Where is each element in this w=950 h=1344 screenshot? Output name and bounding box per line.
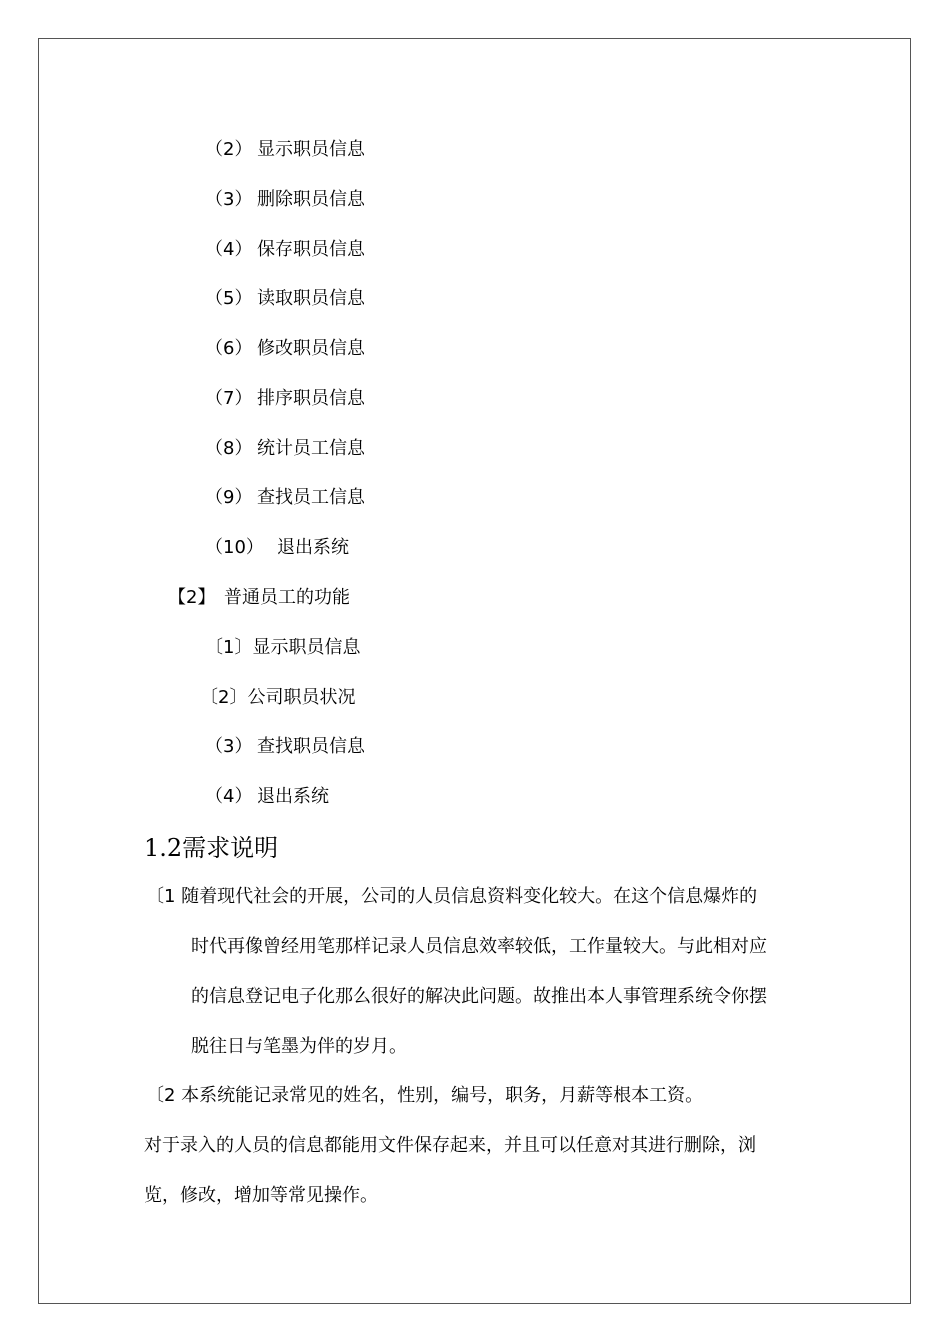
list-item: （4） 保存职员信息 (205, 239, 365, 260)
list-item: （10） 退出系统 (205, 537, 349, 558)
list-item: （4） 退出系统 (205, 786, 329, 807)
paragraph-line: 览，修改，增加等常见操作。 (144, 1185, 378, 1206)
list-item: 〔1〕显示职员信息 (205, 637, 361, 658)
list-item: （9） 查找员工信息 (205, 487, 365, 508)
list-item: （6） 修改职员信息 (205, 338, 365, 359)
list-item: 〔2〕公司职员状况 (200, 687, 356, 708)
paragraph-line: 的信息登记电子化那么很好的解决此问题。故推出本人事管理系统令你摆 (191, 986, 767, 1007)
list-item: （3） 查找职员信息 (205, 736, 365, 757)
list-item: （7） 排序职员信息 (205, 388, 365, 409)
paragraph-line: 时代再像曾经用笔那样记录人员信息效率较低，工作量较大。与此相对应 (191, 936, 767, 957)
paragraph-line: 〔1 随着现代社会的开展，公司的人员信息资料变化较大。在这个信息爆炸的 (146, 886, 758, 907)
page-frame (38, 38, 911, 1304)
list-item: （2） 显示职员信息 (205, 139, 365, 160)
list-item: （8） 统计员工信息 (205, 438, 365, 459)
paragraph-line: 对于录入的人员的信息都能用文件保存起来，并且可以任意对其进行删除，浏 (144, 1135, 756, 1156)
list-item: （3） 删除职员信息 (205, 189, 365, 210)
paragraph-line: 〔2 本系统能记录常见的姓名，性别，编号，职务，月薪等根本工资。 (146, 1085, 704, 1106)
list-item: （5） 读取职员信息 (205, 288, 365, 309)
section-title: 【2】 普通员工的功能 (168, 587, 350, 608)
section-heading: 1.2需求说明 (144, 834, 279, 862)
paragraph-line: 脱往日与笔墨为伴的岁月。 (191, 1036, 407, 1057)
